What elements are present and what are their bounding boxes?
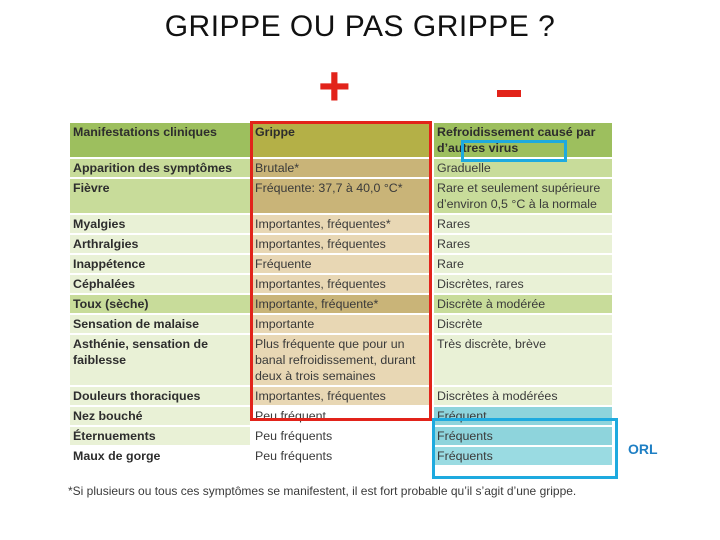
autres-cell: Rare et seulement supérieure d’environ 0,5 °C à la normale: [433, 178, 613, 214]
grippe-cell: Importantes, fréquentes*: [251, 214, 433, 234]
grippe-cell: Peu fréquent: [251, 406, 433, 426]
autres-cell: Fréquents: [433, 426, 613, 446]
symptom-cell: Maux de gorge: [69, 446, 251, 466]
symptom-cell: Éternuements: [69, 426, 251, 446]
header-grippe: Grippe: [251, 122, 433, 158]
autres-cell: Discrète: [433, 314, 613, 334]
autres-cell: Rares: [433, 234, 613, 254]
grippe-cell: Plus fréquente que pour un banal refroidissement, durant deux à trois semaines: [251, 334, 433, 386]
header-autres-virus: Refroidissement causé par d’autres virus: [433, 122, 613, 158]
autres-virus-highlight-box: [461, 140, 567, 162]
orl-highlight-box: [432, 418, 618, 479]
orl-label: ORL: [628, 441, 658, 457]
symptom-cell: Inappétence: [69, 254, 251, 274]
minus-sign: [497, 90, 521, 97]
grippe-cell: Fréquente: [251, 254, 433, 274]
autres-cell: Rares: [433, 214, 613, 234]
symptom-cell: Sensation de malaise: [69, 314, 251, 334]
symptom-cell: Nez bouché: [69, 406, 251, 426]
symptom-cell: Céphalées: [69, 274, 251, 294]
autres-cell: Très discrète, brève: [433, 334, 613, 386]
autres-cell: Rare: [433, 254, 613, 274]
symptom-cell: Asthénie, sensation de faiblesse: [69, 334, 251, 386]
grippe-cell: Brutale*: [251, 158, 433, 178]
symptom-cell: Toux (sèche): [69, 294, 251, 314]
autres-cell: Fréquent: [433, 406, 613, 426]
grippe-cell: Peu fréquents: [251, 446, 433, 466]
symptom-cell: Apparition des symptômes: [69, 158, 251, 178]
grippe-cell: Peu fréquents: [251, 426, 433, 446]
symptom-cell: Fièvre: [69, 178, 251, 214]
grippe-cell: Importantes, fréquentes: [251, 274, 433, 294]
grippe-cell: Importantes, fréquentes: [251, 234, 433, 254]
autres-cell: Fréquents: [433, 446, 613, 466]
autres-cell: Discrètes à modérées: [433, 386, 613, 406]
grippe-cell: Importante: [251, 314, 433, 334]
header-manifestations: Manifestations cliniques: [69, 122, 251, 158]
symptom-cell: Myalgies: [69, 214, 251, 234]
symptom-cell: Douleurs thoraciques: [69, 386, 251, 406]
grippe-cell: Fréquente: 37,7 à 40,0 °C*: [251, 178, 433, 214]
grippe-cell: Importantes, fréquentes: [251, 386, 433, 406]
autres-cell: Graduelle: [433, 158, 613, 178]
grippe-cell: Importante, fréquente*: [251, 294, 433, 314]
autres-cell: Discrètes, rares: [433, 274, 613, 294]
symptom-cell: Arthralgies: [69, 234, 251, 254]
grippe-highlight-box: [250, 121, 432, 421]
footnote: *Si plusieurs ou tous ces symptômes se manifestent, il est fort probable qu’il s’agit d’une grippe.: [68, 484, 577, 498]
autres-cell: Discrète à modérée: [433, 294, 613, 314]
page-title: GRIPPE OU PAS GRIPPE ?: [164, 10, 556, 43]
plus-sign: +: [318, 54, 351, 117]
